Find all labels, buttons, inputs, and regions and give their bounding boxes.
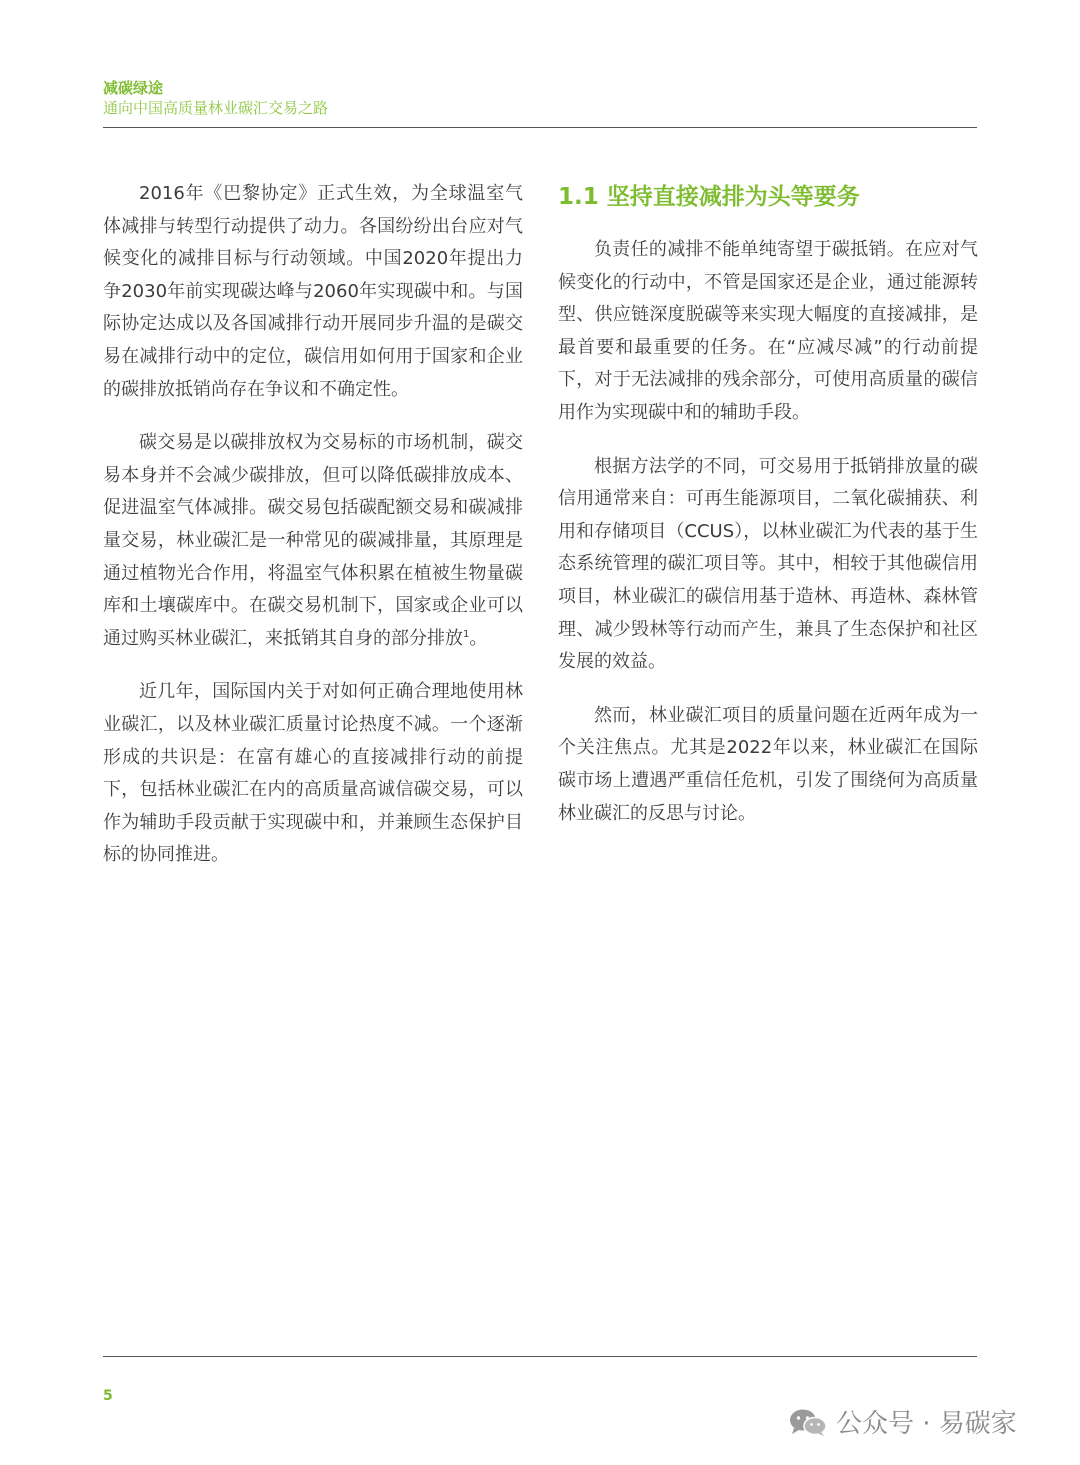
page-header bbox=[103, 78, 977, 118]
watermark-text: 公众号 · 易碳家 bbox=[836, 1409, 1017, 1439]
footnote-marker[interactable]: 1 bbox=[463, 628, 470, 640]
right-paragraph-2: 根据方法学的不同，可交易用于抵销排放量的碳信用通常来自：可再生能源项目，二氧化碳捕获、利用和存储项目（CCUS），以林业碳汇为代表的基于生态系统管理的碳汇项目等。其中，相较于其他碳信用项目，林业碳汇的碳信用基于造林、再造林、森林管理、减少毁林等行动而产生，兼具了生态保护和社区发展的效益。 bbox=[558, 455, 978, 673]
right-paragraph-3: 然而，林业碳汇项目的质量问题在近两年成为一个关注焦点。尤其是2022年以来，林业碳汇在国际碳市场上遭遇严重信任危机，引发了围绕何为高质量林业碳汇的反思与讨论。 bbox=[558, 704, 978, 824]
watermark bbox=[788, 1403, 1017, 1440]
left-paragraph-2-end: 。 bbox=[469, 627, 488, 649]
section-title: 1.1 坚持直接减排为头等要务 bbox=[558, 184, 860, 210]
page-number: 5 bbox=[103, 1388, 113, 1404]
header-title: 减碳绿途 bbox=[103, 79, 164, 97]
right-column bbox=[558, 180, 978, 851]
left-paragraph-1: 2016年《巴黎协定》正式生效，为全球温室气体减排与转型行动提供了动力。各国纷纷出台应对气候变化的减排目标与行动领域。中国2020年提出力争2030年前实现碳达峰与2060年实现碳中和。与国际协定达成以及各国减排行动开展同步升温的是碳交易在减排行动中的定位，碳信用如何用于国家和企业的碳排放抵销尚存在争议和不确定性。 bbox=[103, 183, 523, 400]
left-column bbox=[103, 178, 523, 893]
header-divider bbox=[103, 127, 977, 128]
wechat-icon bbox=[788, 1407, 828, 1437]
left-paragraph-2 bbox=[103, 427, 523, 655]
left-paragraph-3: 近几年，国际国内关于对如何正确合理地使用林业碳汇，以及林业碳汇质量讨论热度不减。一个逐渐形成的共识是：在富有雄心的直接减排行动的前提下，包括林业碳汇在内的高质量高诚信碳交易，可以作为辅助手段贡献于实现碳中和，并兼顾生态保护目标的协同推进。 bbox=[103, 681, 523, 866]
right-paragraph-1: 负责任的减排不能单纯寄望于碳抵销。在应对气候变化的行动中，不管是国家还是企业，通过能源转型、供应链深度脱碳等来实现大幅度的直接减排，是最首要和最重要的任务。在“应减尽减”的行动前提下，对于无法减排的残余部分，可使用高质量的碳信用作为实现碳中和的辅助手段。 bbox=[558, 239, 978, 423]
header-subtitle: 通向中国高质量林业碳汇交易之路 bbox=[103, 99, 329, 117]
left-paragraph-2-text: 碳交易是以碳排放权为交易标的市场机制，碳交易本身并不会减少碳排放，但可以降低碳排放成本、促进温室气体减排。碳交易包括碳配额交易和碳减排量交易，林业碳汇是一种常见的碳减排量，其原理是通过植物光合作用，将温室气体积累在植被生物量碳库和土壤碳库中。在碳交易机制下，国家或企业可以通过购买林业碳汇，来抵销其自身的部分排放 bbox=[103, 432, 523, 649]
footer-divider bbox=[103, 1356, 977, 1357]
